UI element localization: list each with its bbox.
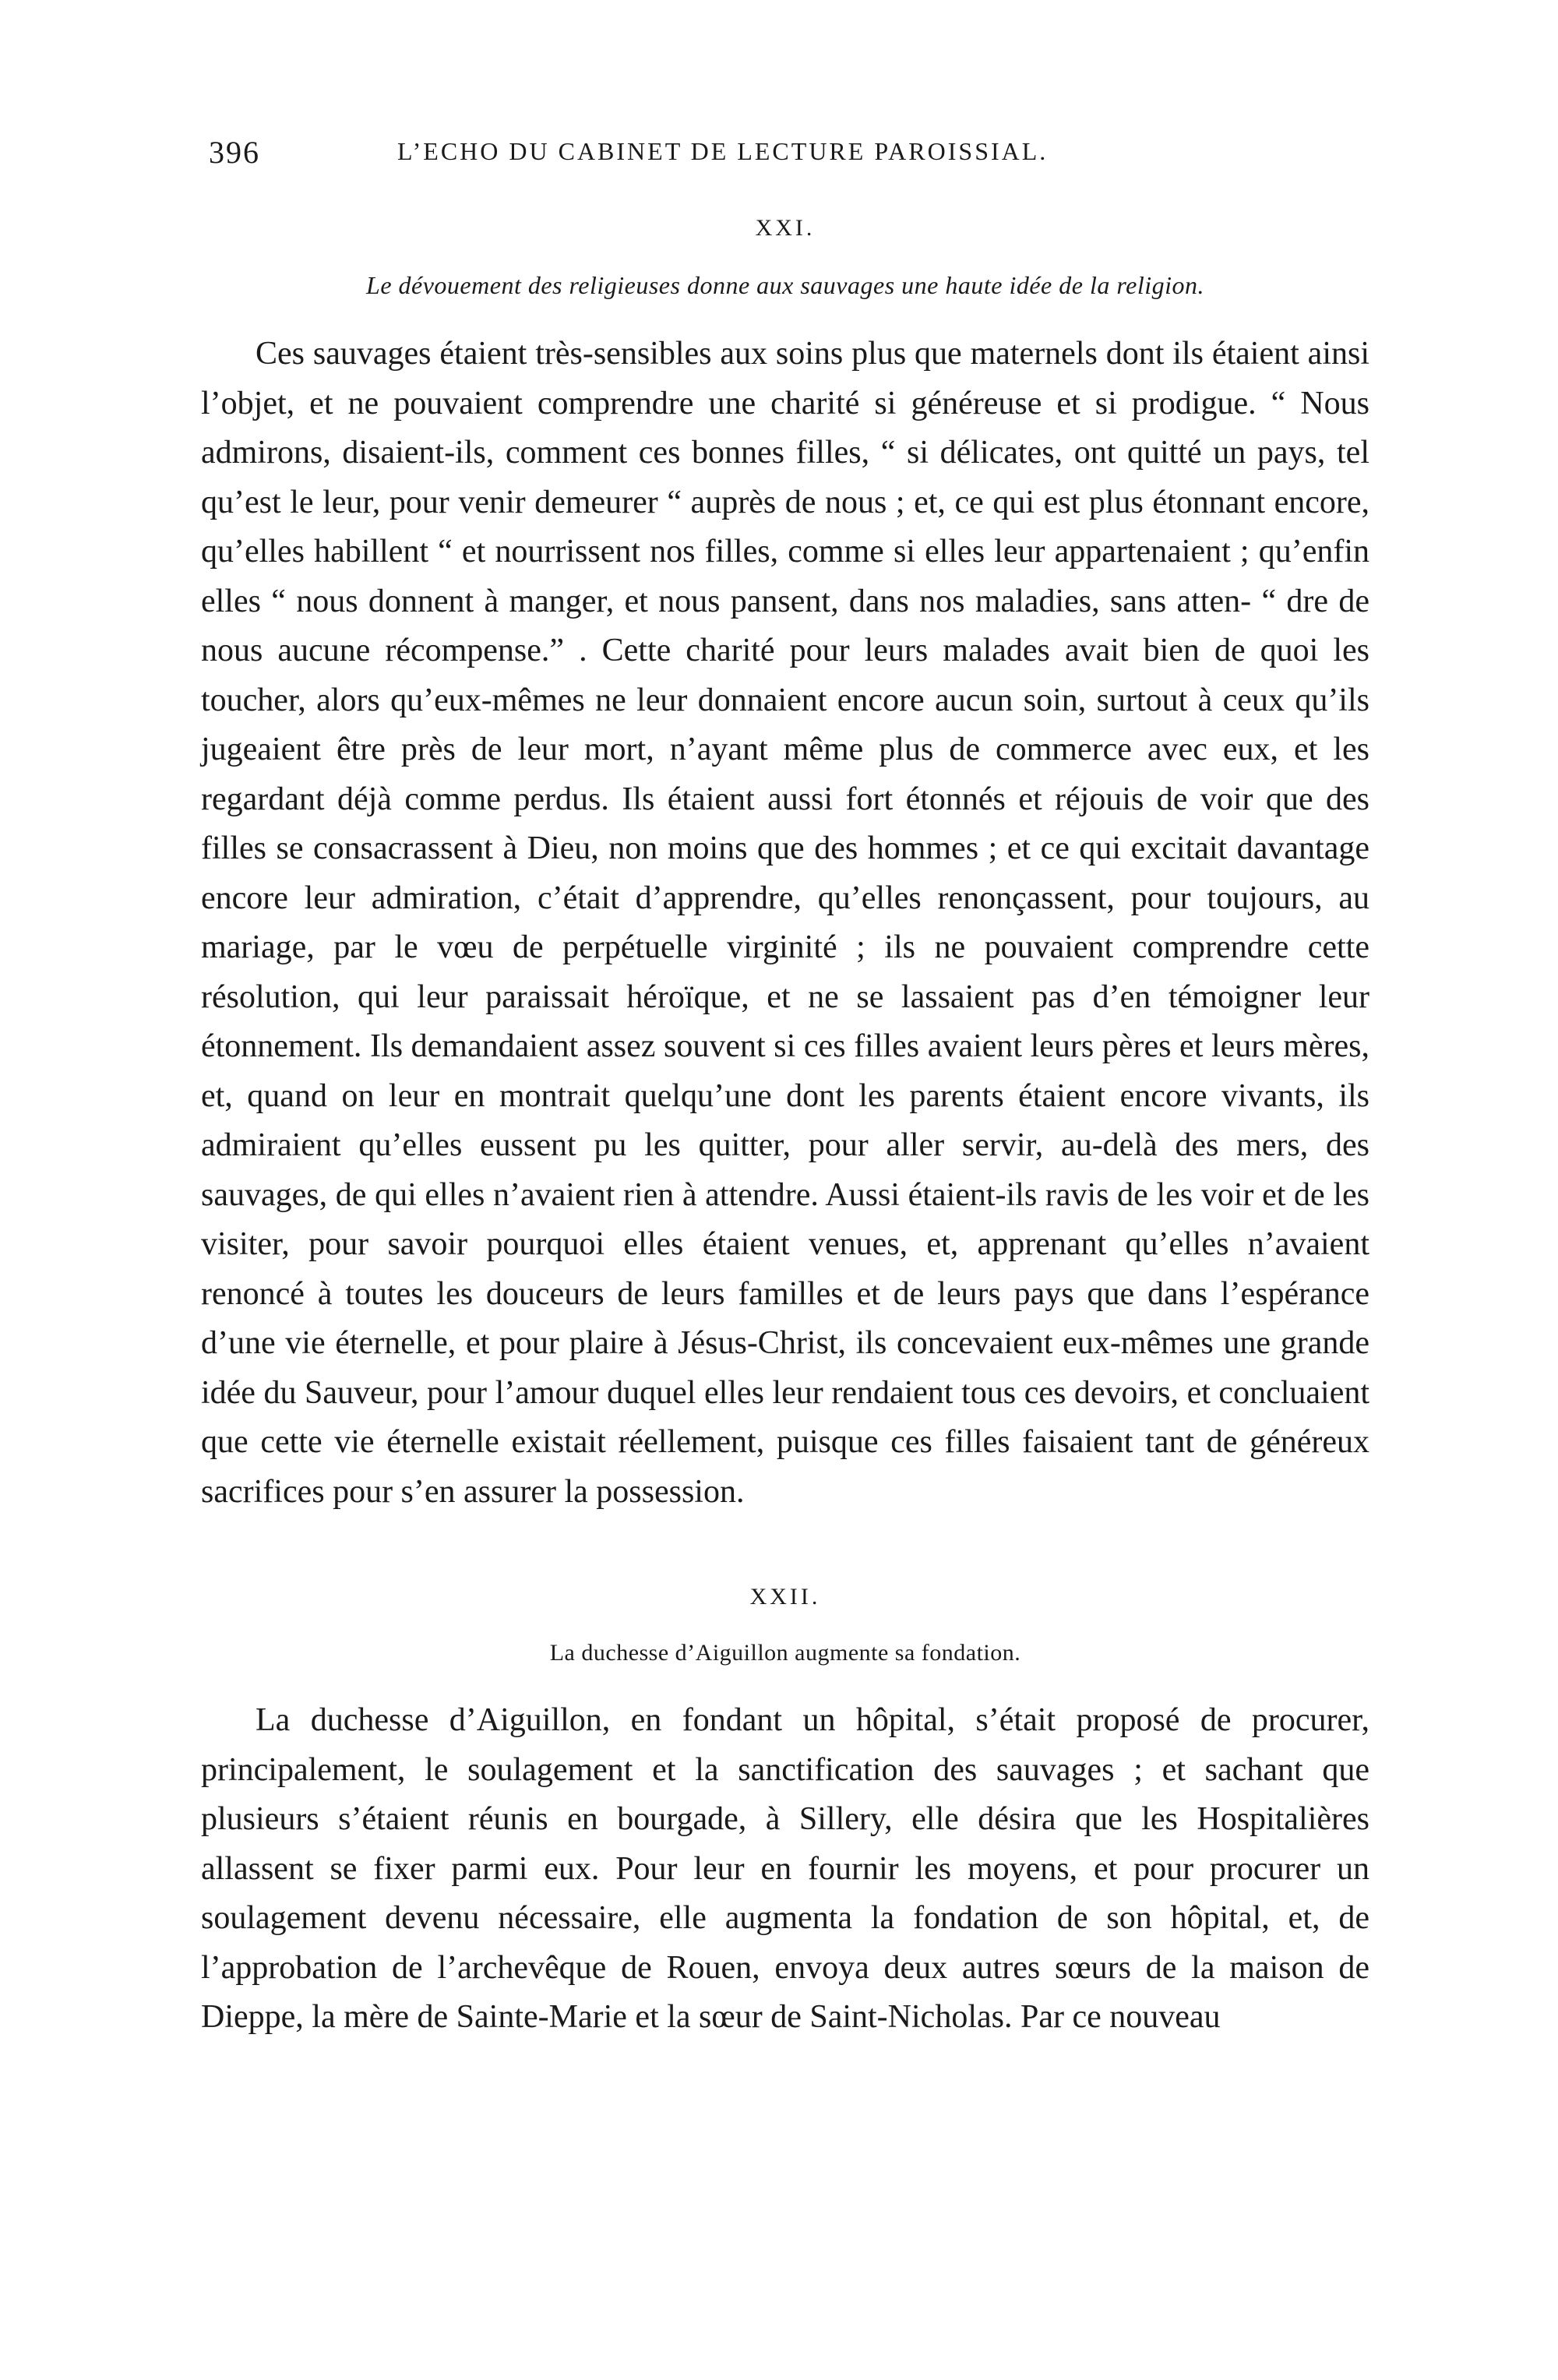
section-xxii [201,1584,1369,2043]
page-number: 396 [209,135,260,170]
section-number: XXII. [749,1584,821,1610]
section-xxi [201,215,1369,1517]
paragraph: Ces sauvages étaient très-sensibles aux soins plus que maternels dont ils étaient ainsi l’objet, et ne pouvaient comprendre une charité si généreuse et si prodigue. “ Nous admirons, disaient-ils, comment ces bonnes filles, “ si délicates, ont quitté un pays, tel qu’est le leur, pour venir demeurer “ auprès de nous ; et, ce qui est plus étonnant encore, qu’elles habillent “ et nourrissent nos filles, comme si elles leur appartenaient ; qu’enfin elles “ nous donnent à manger, et nous pansent, dans nos maladies, sans atten- “ dre de nous aucune récompense.” . Cette charité pour leurs malades avait bien de quoi les toucher, alors qu’eux-mêmes ne leur donnaient encore aucun soin, surtout à ceux qu’ils jugeaient être près de leur mort, n’ayant même plus de commerce avec eux, et les regardant déjà comme perdus. Ils étaient aussi fort étonnés et réjouis de voir que des filles se consacrassent à Dieu, non moins que des hommes ; et ce qui excitait davantage encore leur admiration, c’était d’apprendre, qu’elles renonçassent, pour toujours, au mariage, par le vœu de perpétuelle virginité ; ils ne pouvaient comprendre cette résolution, qui leur paraissait héroïque, et ne se lassaient pas d’en témoigner leur étonnement. Ils demandaient assez souvent si ces filles avaient leurs pères et leurs mères, et, quand on leur en montrait quelqu’une dont les parents étaient encore vivants, ils admiraient qu’elles eussent pu les quitter, pour aller servir, au-delà des mers, des sauvages, de qui elles n’avaient rien à attendre. Aussi étaient-ils ravis de les voir et de les visiter, pour savoir pourquoi elles étaient venues, et, apprenant qu’elles n’avaient renoncé à toutes les douceurs de leurs familles et de leurs pays que dans l’espérance d’une vie éternelle, et pour plaire à Jésus-Christ, ils concevaient eux-mêmes une grande idée du Sauveur, pour l’amour duquel elles leur rendaient tous ces devoirs, et concluaient que cette vie éternelle existait réellement, puisque ces filles faisaient tant de généreux sacrifices pour s’en assurer la possession. [201,336,1369,1510]
section-body [201,330,1369,1517]
section-heading: La duchesse d’Aiguillon augmente sa fondation. [549,1640,1021,1666]
running-title: L’ECHO DU CABINET DE LECTURE PAROISSIAL. [397,137,1049,165]
section-heading: Le dévouement des religieuses donne aux sauvages une haute idée de la religion. [366,271,1204,299]
section-body [201,1696,1369,2043]
running-head [201,125,1369,171]
section-number: XXI. [755,215,816,241]
book-page [201,125,1369,2043]
paragraph: La duchesse d’Aiguillon, en fondant un hôpital, s’était proposé de procurer, principalement, le soulagement et la sanctification des sauvages ; et sachant que plusieurs s’étaient réunis en bourgade, à Sillery, elle désira que les Hospitalières allassent se fixer parmi eux. Pour leur en fournir les moyens, et pour procurer un soulagement devenu nécessaire, elle augmenta la fondation de son hôpital, et, de l’approbation de l’archevêque de Rouen, envoya deux autres sœurs de la maison de Dieppe, la mère de Sainte-Marie et la sœur de Saint-Nicholas. Par ce nouveau [201,1702,1369,2035]
